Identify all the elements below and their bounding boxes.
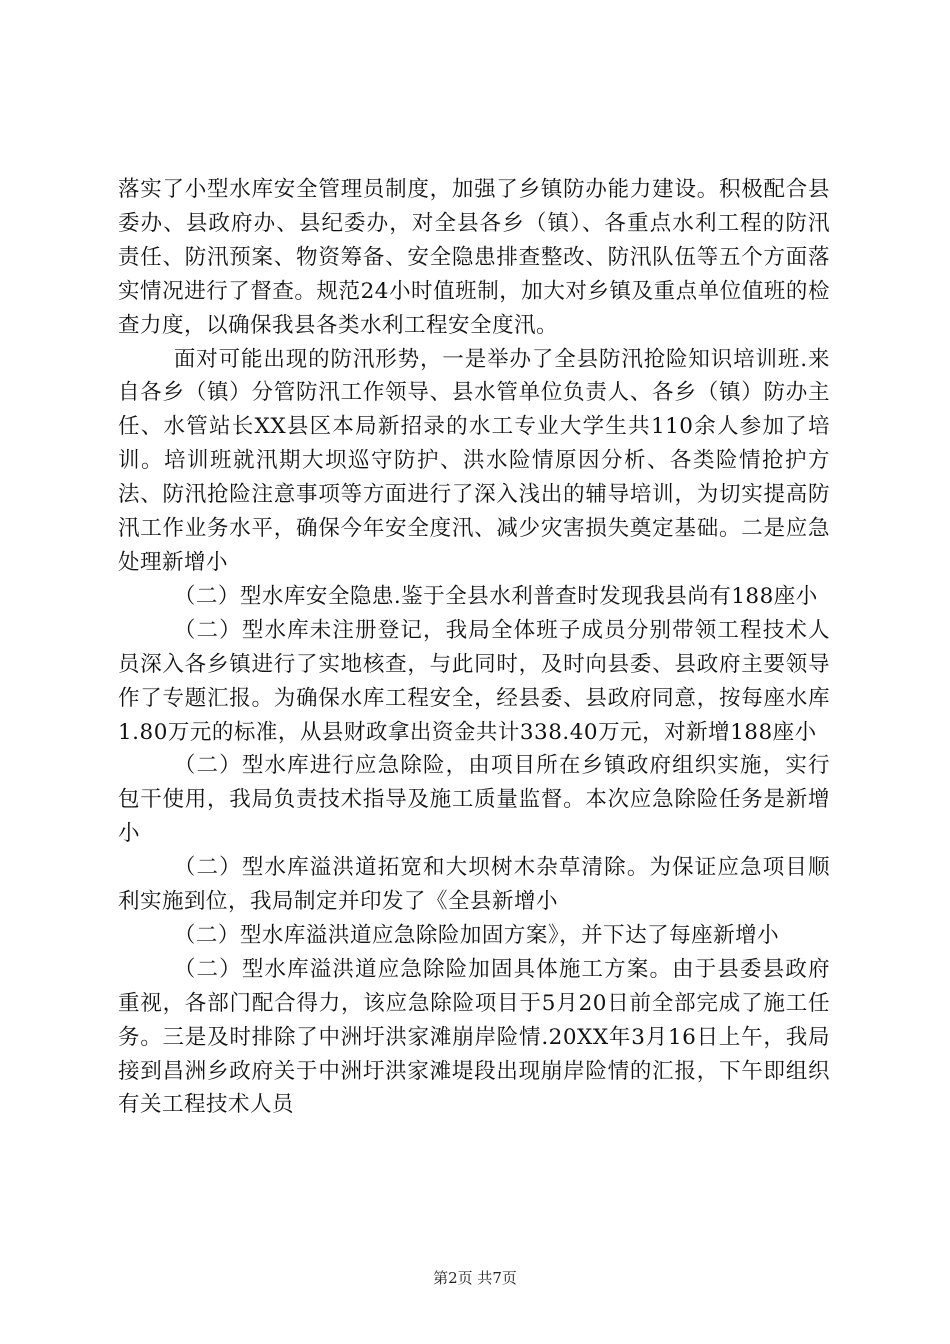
paragraph-1: 落实了小型水库安全管理员制度，加强了乡镇防办能力建设。积极配合县委办、县政府办、县纪委办，对全县各乡（镇）、各重点水利工程的防汛责任、防汛预案、物资筹备、安全隐患排查整改、防汛队伍等五个方面落实情况进行了督查。规范24小时值班制，加大对乡镇及重点单位值班的检查力度，以确保我县各类水利工程安全度汛。: [118, 177, 830, 338]
paragraph-3: （二）型水库安全隐患.鉴于全县水利普查时发现我县尚有188座小: [173, 583, 818, 609]
page-number-footer: 第2页 共7页: [433, 1269, 517, 1287]
paragraph-8: （二）型水库溢洪道应急除险加固具体施工方案。由于县委县政府重视，各部门配合得力，该应急除险项目于5月20日前全部完成了施工任务。三是及时排除了中洲圩洪家滩崩岸险情.20XX年3月16日上午，我局接到昌洲乡政府关于中洲圩洪家滩堤段出现崩岸险情的汇报，下午即组织有关工程技术人员: [118, 956, 830, 1118]
paragraph-2: 面对可能出现的防汛形势，一是举办了全县防汛抢险知识培训班.来自各乡（镇）分管防汛工作领导、县水管单位负责人、各乡（镇）防办主任、水管站长XX县区本局新招录的水工专业大学生共110余人参加了培训。培训班就汛期大坝巡守防护、洪水险情原因分析、各类险情抢护方法、防汛抢险注意事项等方面进行了深入浅出的辅导培训，为切实提高防汛工作业务水平，确保今年安全度汛、减少灾害损失奠定基础。二是应急处理新增小: [118, 346, 830, 575]
paragraph-6: （二）型水库溢洪道拓宽和大坝树木杂草清除。为保证应急项目顺利实施到位，我局制定并印发了《全县新增小: [118, 855, 830, 915]
document-body: [118, 173, 830, 1122]
paragraph-7: （二）型水库溢洪道应急除险加固方案》，并下达了每座新增小: [173, 922, 780, 948]
paragraph-5: （二）型水库进行应急除险，由项目所在乡镇政府组织实施，实行包干使用，我局负责技术指导及施工质量监督。本次应急除险任务是新增小: [118, 753, 830, 847]
paragraph-4: （二）型水库未注册登记，我局全体班子成员分别带领工程技术人员深入各乡镇进行了实地核查，与此同时，及时向县委、县政府主要领导作了专题汇报。为确保水库工程安全，经县委、县政府同意，按每座水库1.80万元的标准，从县财政拿出资金共计338.40万元，对新增188座小: [118, 617, 830, 745]
